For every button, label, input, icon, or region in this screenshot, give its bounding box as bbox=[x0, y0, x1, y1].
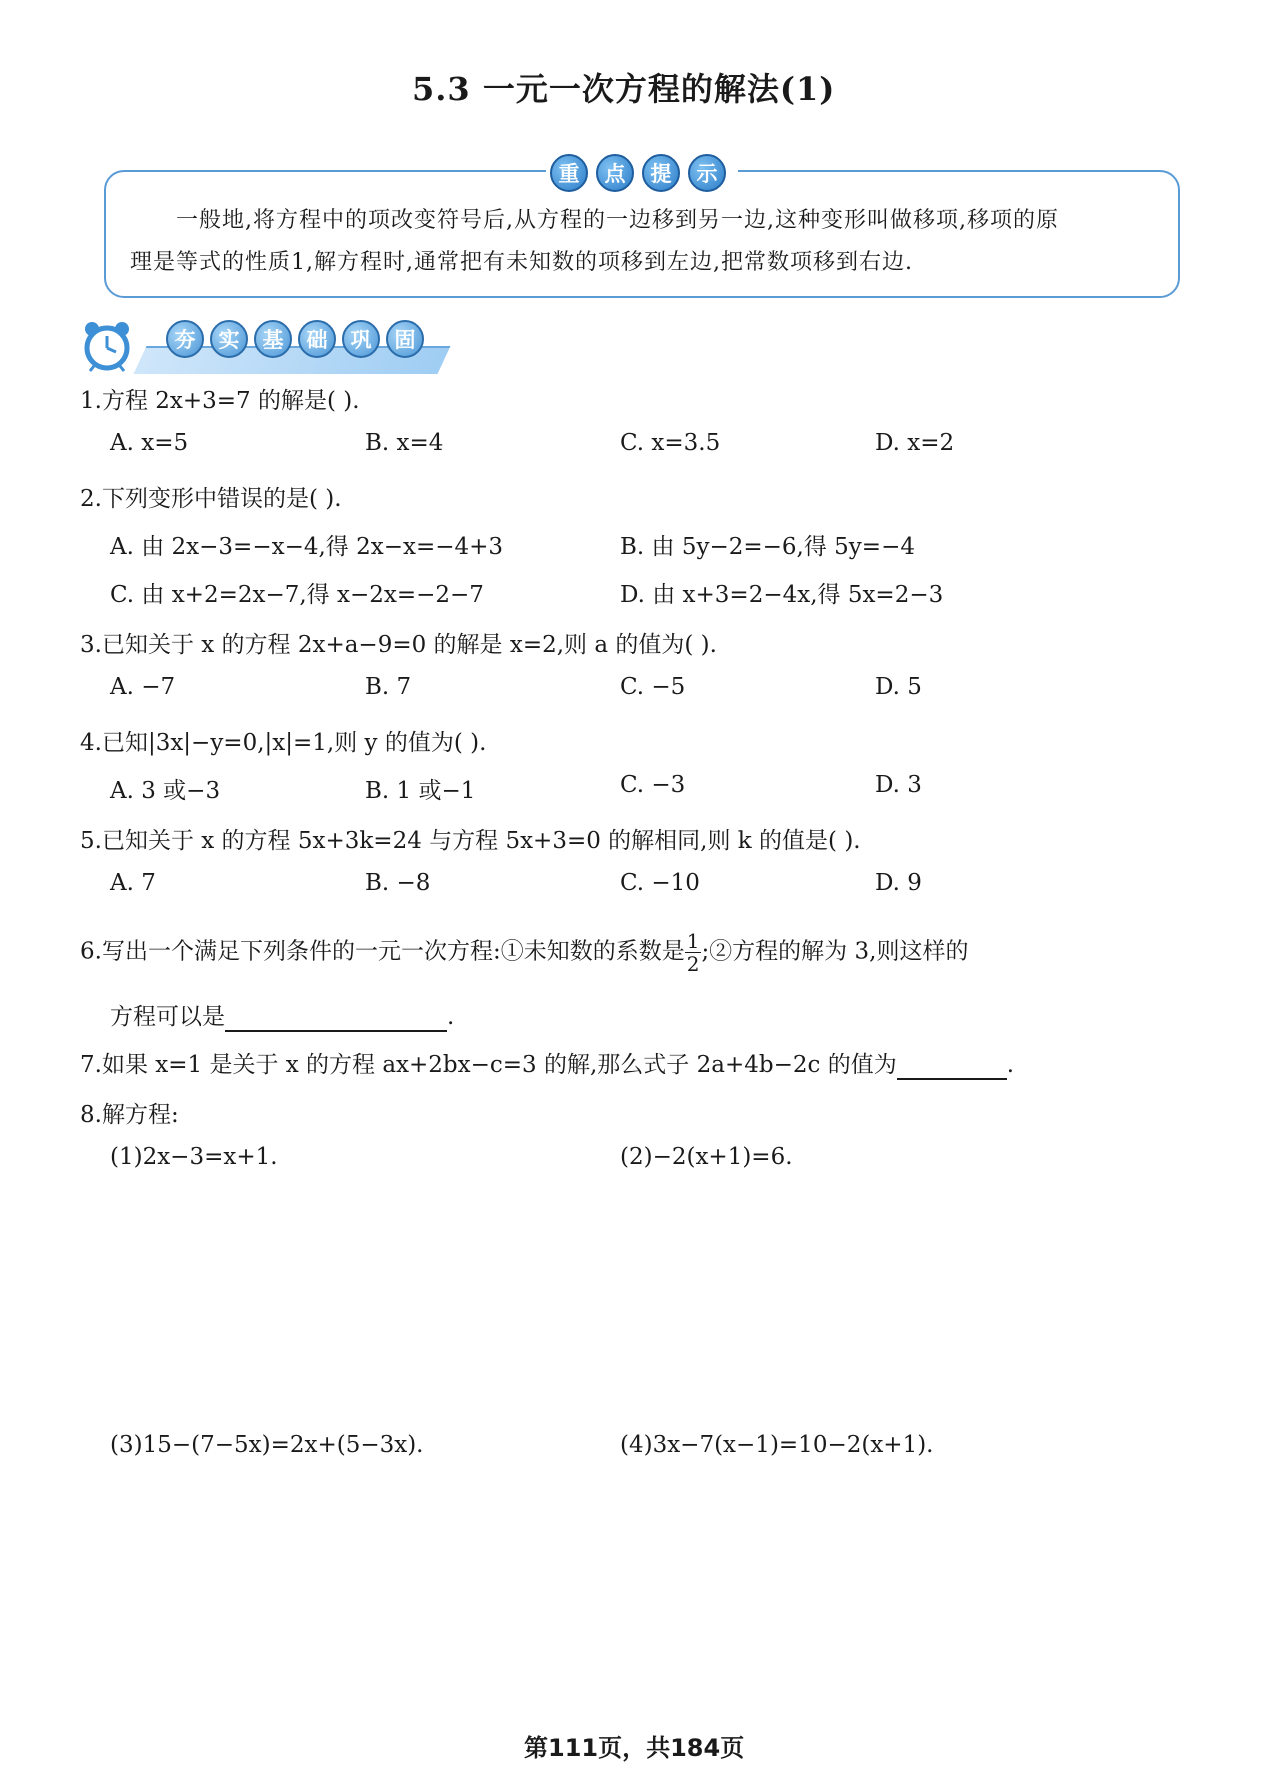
section-char: 夯 bbox=[166, 320, 204, 358]
tips-char: 重 bbox=[550, 154, 588, 192]
question-3-option-d: D. 5 bbox=[875, 674, 922, 700]
section-char: 巩 bbox=[342, 320, 380, 358]
tips-line-1: 一般地,将方程中的项改变符号后,从方程的一边移到另一边,这种变形叫做移项,移项的原 bbox=[176, 208, 1059, 233]
question-7 bbox=[80, 1046, 1014, 1080]
tips-header bbox=[546, 152, 738, 194]
question-5-option-d: D. 9 bbox=[875, 870, 922, 896]
question-5-stem: 5.已知关于 x 的方程 5x+3k=24 与方程 5x+3=0 的解相同,则 k 的值是( ). bbox=[80, 828, 861, 854]
fraction-numerator: 1 bbox=[686, 929, 700, 953]
section-char: 固 bbox=[386, 320, 424, 358]
question-8-part-3: (3)15−(7−5x)=2x+(5−3x). bbox=[110, 1432, 424, 1458]
fraction bbox=[685, 930, 702, 975]
question-4-option-d: D. 3 bbox=[875, 772, 922, 798]
section-char: 实 bbox=[210, 320, 248, 358]
question-1-option-d: D. x=2 bbox=[875, 430, 955, 456]
question-7-text: 7.如果 x=1 是关于 x 的方程 ax+2bx−c=3 的解,那么式子 2a+4b−2c 的值为 bbox=[80, 1052, 897, 1078]
tips-char: 提 bbox=[642, 154, 680, 192]
question-3-stem: 3.已知关于 x 的方程 2x+a−9=0 的解是 x=2,则 a 的值为( ). bbox=[80, 632, 717, 658]
question-1-option-c: C. x=3.5 bbox=[620, 430, 721, 456]
tips-char: 点 bbox=[596, 154, 634, 192]
alarm-clock-icon bbox=[82, 320, 132, 372]
question-4-stem: 4.已知|3x|−y=0,|x|=1,则 y 的值为( ). bbox=[80, 730, 487, 756]
section-char: 基 bbox=[254, 320, 292, 358]
answer-blank[interactable] bbox=[225, 1004, 447, 1032]
question-6-end: . bbox=[447, 1004, 455, 1030]
question-8-part-4: (4)3x−7(x−1)=10−2(x+1). bbox=[620, 1432, 934, 1458]
question-3-option-b: B. 7 bbox=[365, 674, 412, 700]
question-8-part-1: (1)2x−3=x+1. bbox=[110, 1144, 278, 1170]
question-1-option-a: A. x=5 bbox=[110, 430, 189, 456]
question-3-option-a: A. −7 bbox=[110, 674, 176, 700]
question-6-text-a: 6.写出一个满足下列条件的一元一次方程:①未知数的系数是 bbox=[80, 938, 685, 965]
question-5-option-c: C. −10 bbox=[620, 870, 700, 896]
question-8-part-2: (2)−2(x+1)=6. bbox=[620, 1144, 793, 1170]
tips-line-2: 理是等式的性质1,解方程时,通常把有未知数的项移到左边,把常数项移到右边. bbox=[130, 250, 913, 275]
question-3-option-c: C. −5 bbox=[620, 674, 686, 700]
fraction-denominator: 2 bbox=[686, 952, 700, 976]
question-6-text-b: ;②方程的解为 3,则这样的 bbox=[701, 938, 969, 965]
tips-char: 示 bbox=[688, 154, 726, 192]
question-8-stem: 8.解方程: bbox=[80, 1102, 179, 1128]
question-2-stem: 2.下列变形中错误的是( ). bbox=[80, 486, 342, 512]
question-2-option-d: D. 由 x+3=2−4x,得 5x=2−3 bbox=[620, 582, 944, 608]
page-footer: 第111页，共184页 bbox=[524, 1734, 745, 1762]
question-4-option-a: A. 3 或−3 bbox=[110, 778, 221, 804]
page-title: 5.3 一元一次方程的解法(1) bbox=[412, 70, 836, 108]
question-2-option-b: B. 由 5y−2=−6,得 5y=−4 bbox=[620, 534, 915, 560]
answer-blank[interactable] bbox=[897, 1052, 1007, 1080]
question-4-option-c: C. −3 bbox=[620, 772, 686, 798]
section-char: 础 bbox=[298, 320, 336, 358]
question-5-option-a: A. 7 bbox=[110, 870, 156, 896]
question-6-text-c: 方程可以是 bbox=[110, 1004, 225, 1030]
question-2-option-a: A. 由 2x−3=−x−4,得 2x−x=−4+3 bbox=[110, 534, 504, 560]
question-6-line-2 bbox=[110, 998, 454, 1032]
question-4-option-b: B. 1 或−1 bbox=[365, 778, 476, 804]
question-1-stem: 1.方程 2x+3=7 的解是( ). bbox=[80, 388, 360, 414]
question-7-end: . bbox=[1006, 1052, 1015, 1078]
question-1-option-b: B. x=4 bbox=[365, 430, 444, 456]
question-6-line-1 bbox=[80, 930, 968, 975]
question-2-option-c: C. 由 x+2=2x−7,得 x−2x=−2−7 bbox=[110, 582, 484, 608]
question-5-option-b: B. −8 bbox=[365, 870, 431, 896]
